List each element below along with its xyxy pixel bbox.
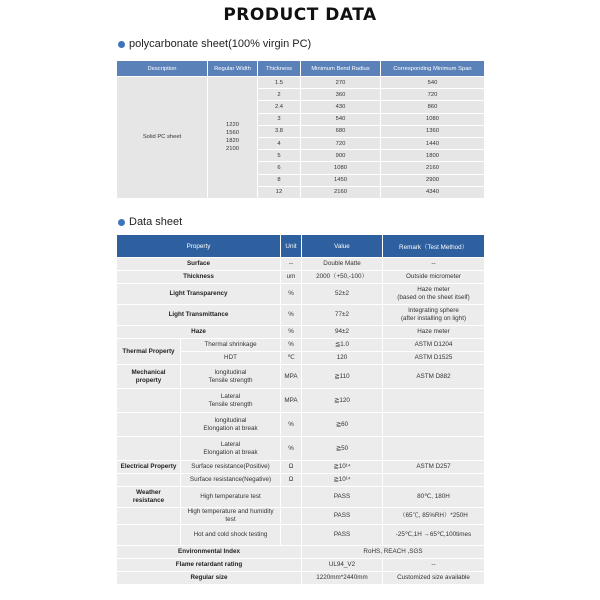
table-header-row [117,61,485,77]
value-cell: ≧10¹⁴ [302,474,383,487]
remark-cell [383,474,485,487]
bend-radius-cell: 1080 [301,162,381,174]
value-cell: 120 [302,352,383,365]
property-label: HDT [181,352,281,365]
remark-cell: ASTM D1204 [383,339,485,352]
value-cell: RoHS, REACH ,SGS [302,546,485,559]
value-cell: 1220mm*2440mm [302,572,383,585]
min-span-cell: 2900 [381,174,485,186]
col-header-thickness: Thickness [258,61,301,77]
remark-cell: Outside micrometer [383,271,485,284]
table-row [117,258,485,271]
table-row [117,559,485,572]
value-cell: PASS [302,487,383,508]
thickness-cell: 12 [258,186,301,198]
remark-cell [383,413,485,437]
group-label-thermal: Thermal Property [117,339,181,365]
group-spacer [117,508,181,525]
property-label: Light Transmittance [117,305,281,326]
col-header-min-span: Corresponding Minimum Span [381,61,485,77]
min-span-cell: 4340 [381,186,485,198]
property-label: Thermal shrinkage [181,339,281,352]
col-header-property: Property [117,235,281,258]
unit-cell: % [281,413,302,437]
col-header-remark: Remark（Test Method） [383,235,485,258]
min-span-cell: 540 [381,77,485,89]
remark-cell: Integrating sphere (after installing on light) [383,305,485,326]
table-row [117,525,485,546]
remark-cell: Haze meter [383,326,485,339]
thickness-cell: 3.8 [258,125,301,137]
group-label-mechanical: Mechanical property [117,365,181,389]
bend-radius-cell: 360 [301,89,381,101]
bend-radius-cell: 720 [301,137,381,149]
thickness-cell: 2.4 [258,101,301,113]
thickness-cell: 3 [258,113,301,125]
remark-cell: Haze meter (based on the sheet itself) [383,284,485,305]
group-label-electrical: Electrical Property [117,461,181,474]
thickness-cell: 1.5 [258,77,301,89]
section-heading-datasheet [118,216,182,228]
value-cell: ≧50 [302,437,383,461]
value-cell: PASS [302,508,383,525]
property-label: longitudinal Tensile strength [181,365,281,389]
group-spacer [117,413,181,437]
group-spacer [117,389,181,413]
value-cell: UL94_V2 [302,559,383,572]
value-cell: 77±2 [302,305,383,326]
unit-cell: -- [281,258,302,271]
bend-radius-table [116,60,485,199]
thickness-cell: 4 [258,137,301,149]
remark-cell: -25℃,1H →65℃,100times [383,525,485,546]
unit-cell: % [281,305,302,326]
value-cell: ≧10¹⁴ [302,461,383,474]
remark-cell: -- [383,559,485,572]
value-cell: ≧110 [302,365,383,389]
width-cell: 1220 1560 1820 2100 [208,77,258,199]
table-row [117,284,485,305]
thickness-cell: 2 [258,89,301,101]
property-label: Surface resistance(Positive) [181,461,281,474]
remark-cell: ASTM D882 [383,365,485,389]
value-cell: 2000（+50,-100） [302,271,383,284]
property-label: Haze [117,326,281,339]
remark-cell: （65℃, 85%RH）*250H [383,508,485,525]
unit-cell [281,487,302,508]
table-row [117,305,485,326]
property-label: Surface [117,258,281,271]
min-span-cell: 860 [381,101,485,113]
table-row [117,437,485,461]
property-label: High temperature test [181,487,281,508]
table-header-row [117,235,485,258]
thickness-cell: 5 [258,150,301,162]
remark-cell [383,389,485,413]
property-label: longitudinal Elongation at break [181,413,281,437]
property-label: Regular size [117,572,302,585]
value-cell: PASS [302,525,383,546]
bend-radius-cell: 430 [301,101,381,113]
unit-cell: um [281,271,302,284]
unit-cell: Ω [281,474,302,487]
bullet-dot-icon [118,41,125,48]
page-title: PRODUCT DATA [223,5,377,25]
remark-cell: ASTM D1525 [383,352,485,365]
table-row [117,271,485,284]
group-spacer [117,474,181,487]
table-row [117,572,485,585]
unit-cell [281,525,302,546]
bend-radius-cell: 270 [301,77,381,89]
datasheet-table [116,234,485,585]
bend-radius-cell: 900 [301,150,381,162]
table-row [117,413,485,437]
min-span-cell: 1080 [381,113,485,125]
unit-cell: Ω [281,461,302,474]
thickness-cell: 8 [258,174,301,186]
remark-cell: Customized size available [383,572,485,585]
bend-radius-cell: 2160 [301,186,381,198]
col-header-bend-radius: Minimum Bend Radius [301,61,381,77]
description-cell: Solid PC sheet [117,77,208,199]
unit-cell: MPA [281,389,302,413]
min-span-cell: 1800 [381,150,485,162]
property-label: Flame retardant rating [117,559,302,572]
property-label: Environmental Index [117,546,302,559]
unit-cell: % [281,284,302,305]
remark-cell: 80℃, 180H [383,487,485,508]
unit-cell: ℃ [281,352,302,365]
col-header-unit: Unit [281,235,302,258]
bullet-dot-icon [118,219,125,226]
table-row [117,339,485,352]
table-row [117,365,485,389]
value-cell: 52±2 [302,284,383,305]
value-cell: ≦1.0 [302,339,383,352]
unit-cell: MPA [281,365,302,389]
property-label: Light Transparency [117,284,281,305]
min-span-cell: 1360 [381,125,485,137]
table-row [117,546,485,559]
table-row [117,508,485,525]
unit-cell [281,508,302,525]
property-label: Hot and cold shock testing [181,525,281,546]
property-label: High temperature and humidity test [181,508,281,525]
property-label: Lateral Tensile strength [181,389,281,413]
bend-radius-cell: 680 [301,125,381,137]
min-span-cell: 1440 [381,137,485,149]
section-heading-polycarbonate [118,38,311,50]
col-header-width: Regular Width [208,61,258,77]
group-spacer [117,525,181,546]
min-span-cell: 2160 [381,162,485,174]
bend-radius-cell: 540 [301,113,381,125]
table-row [117,461,485,474]
group-label-weather: Weather resistance [117,487,181,508]
remark-cell [383,437,485,461]
remark-cell: ASTM D257 [383,461,485,474]
thickness-cell: 6 [258,162,301,174]
table-row [117,389,485,413]
table-row [117,474,485,487]
section-title: Data sheet [129,216,183,228]
remark-cell: -- [383,258,485,271]
property-label: Thickness [117,271,281,284]
property-label: Lateral Elongation at break [181,437,281,461]
table-row [117,326,485,339]
section-title: polycarbonate sheet(100% virgin PC) [129,38,312,50]
bend-radius-cell: 1450 [301,174,381,186]
col-header-value: Value [302,235,383,258]
unit-cell: % [281,437,302,461]
value-cell: 94±2 [302,326,383,339]
min-span-cell: 720 [381,89,485,101]
group-spacer [117,437,181,461]
value-cell: ≧60 [302,413,383,437]
unit-cell: % [281,326,302,339]
col-header-description: Description [117,61,208,77]
table-row [117,77,485,89]
value-cell: ≧120 [302,389,383,413]
property-label: Surface resistance(Negative) [181,474,281,487]
table-row [117,487,485,508]
value-cell: Double Matte [302,258,383,271]
unit-cell: % [281,339,302,352]
